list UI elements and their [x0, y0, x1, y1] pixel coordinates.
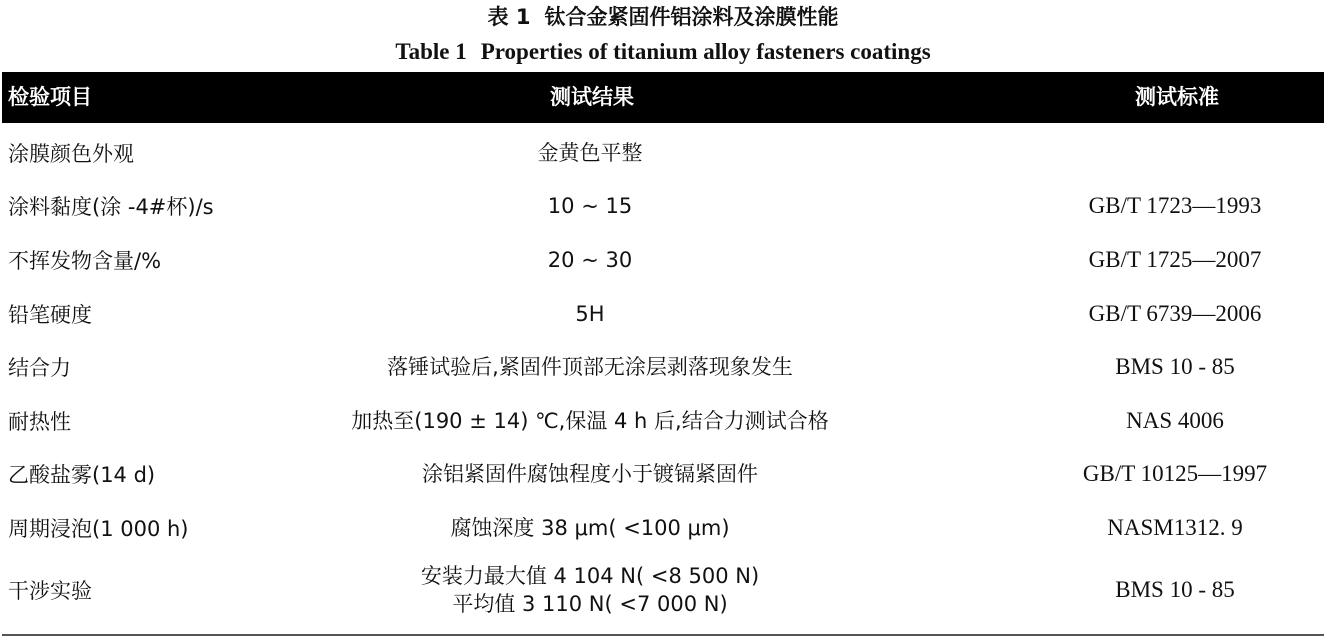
- bottom-rule: [2, 634, 1324, 636]
- row-item: 耐热性: [8, 409, 71, 434]
- table-caption-en: [0, 38, 1326, 66]
- row-item: 涂膜颜色外观: [8, 141, 134, 166]
- row-standard: [1040, 126, 1310, 180]
- row-result-line: 涂铝紧固件腐蚀程度小于镀镉紧固件: [422, 462, 758, 487]
- row-result: [290, 340, 890, 394]
- row-result: [290, 448, 890, 502]
- table-row: [0, 555, 1326, 625]
- row-result-line: 安装力最大值 4 104 N( <8 500 N): [420, 563, 760, 588]
- table-caption-zh: [0, 2, 1326, 32]
- row-result: [290, 501, 890, 555]
- row-result: [290, 233, 890, 287]
- row-item: 铅笔硬度: [8, 302, 92, 327]
- row-result-line: 10 ~ 15: [547, 194, 633, 219]
- row-item: 干涉实验: [8, 578, 92, 603]
- row-standard: GB/T 1723—1993: [1088, 193, 1262, 219]
- table-row: [0, 233, 1326, 287]
- row-standard: NASM1312. 9: [1107, 514, 1243, 540]
- row-item: 不挥发物含量/%: [8, 248, 162, 273]
- row-result: [290, 180, 890, 234]
- row-result-line: 20 ~ 30: [547, 247, 633, 272]
- table-body: [0, 126, 1326, 625]
- table-row: [0, 501, 1326, 555]
- row-result: [290, 126, 890, 180]
- table-row: [0, 287, 1326, 341]
- row-item: 乙酸盐雾(14 d): [8, 463, 156, 488]
- row-result: [290, 287, 890, 341]
- row-result-line: 落锤试验后,紧固件顶部无涂层剥落现象发生: [387, 355, 793, 380]
- caption-zh-title: 钛合金紧固件铝涂料及涂膜性能: [544, 5, 839, 29]
- row-result-line: 5H: [575, 301, 605, 326]
- caption-en-title: Properties of titanium alloy fasteners coatings: [480, 39, 931, 64]
- table-row: [0, 448, 1326, 502]
- table-row: [0, 180, 1326, 234]
- header-item: 检验项目: [8, 85, 92, 109]
- row-standard: BMS 10 - 85: [1115, 354, 1235, 380]
- row-result-line: 平均值 3 110 N( <7 000 N): [452, 591, 728, 616]
- caption-zh-number: 表 1: [487, 5, 531, 29]
- row-item: 结合力: [8, 356, 71, 381]
- table-row: [0, 126, 1326, 180]
- row-standard: BMS 10 - 85: [1115, 576, 1235, 602]
- row-standard: GB/T 10125—1997: [1082, 461, 1268, 487]
- header-result: 测试结果: [550, 85, 634, 109]
- row-item: 涂料黏度(涂 -4#杯)/s: [8, 195, 214, 220]
- row-standard: NAS 4006: [1126, 407, 1224, 433]
- header-standard: 测试标准: [1135, 85, 1219, 109]
- row-result: [290, 394, 890, 448]
- row-item: 周期浸泡(1 000 h): [8, 516, 189, 541]
- table-header: [2, 72, 1324, 123]
- row-standard: GB/T 1725—2007: [1088, 246, 1262, 272]
- row-result-line: 金黄色平整: [537, 140, 643, 165]
- table-row: [0, 394, 1326, 448]
- row-result-line: 加热至(190 ± 14) ℃,保温 4 h 后,结合力测试合格: [351, 408, 829, 433]
- row-standard: GB/T 6739—2006: [1088, 300, 1262, 326]
- row-result: [290, 555, 890, 625]
- table-row: [0, 340, 1326, 394]
- row-result-line: 腐蚀深度 38 μm( <100 μm): [450, 515, 730, 540]
- caption-en-number: Table 1: [395, 39, 467, 64]
